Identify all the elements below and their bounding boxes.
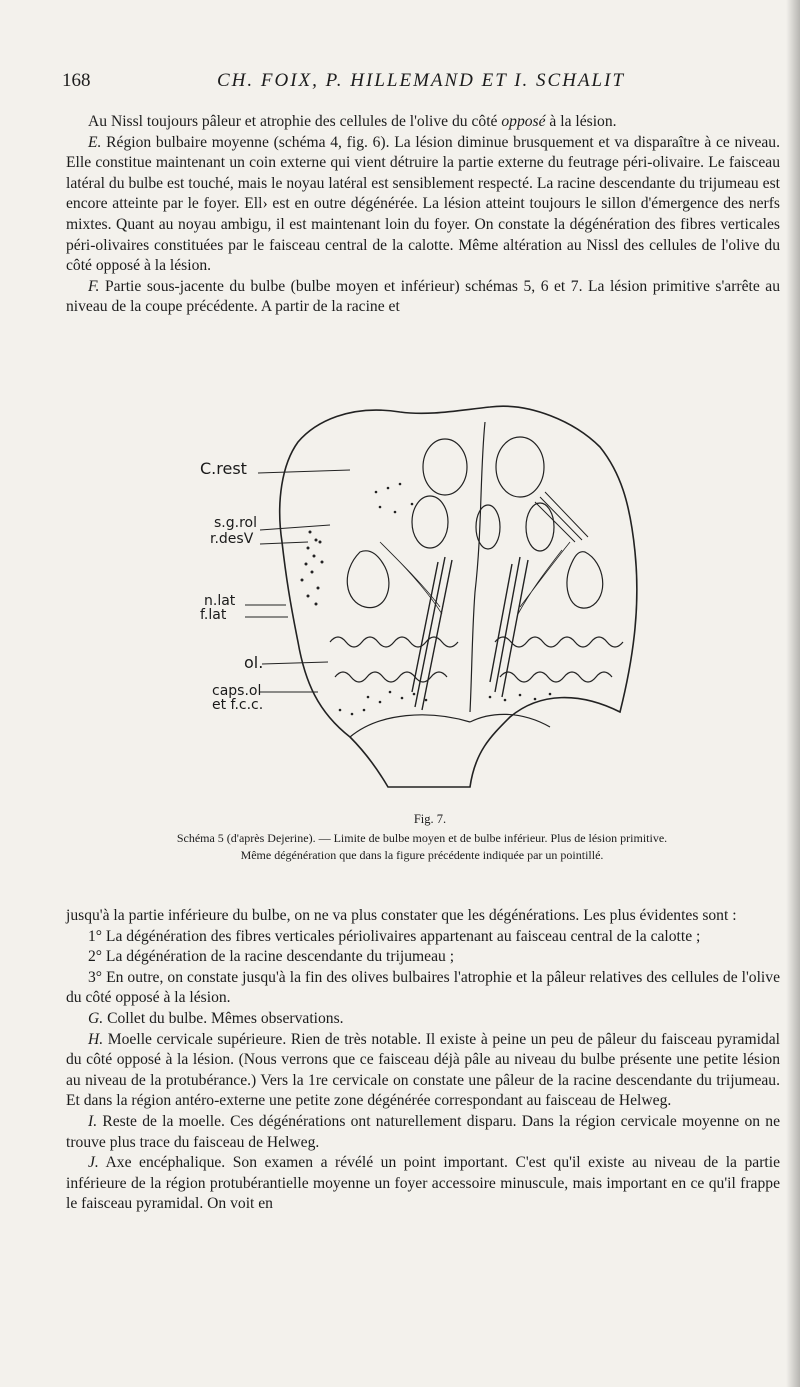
text-run: à la lésion. [545, 113, 617, 130]
figure-caption [64, 830, 780, 864]
section-letter: F. [88, 277, 100, 295]
emphasis: opposé [501, 113, 546, 130]
section-letter: I. [88, 1112, 98, 1130]
text-run: Au Nissl toujours pâleur et atrophie des cellules de l'olive du côté [88, 113, 502, 130]
paragraph: 2° La dégénération de la racine descendante du trijumeau ; [88, 948, 455, 966]
text-run: Collet du bulbe. Mêmes observations. [103, 1009, 344, 1027]
text-run: Moelle cervicale supérieure. Rien de très notable. Il existe à peine un peu de pâleur du faisceau pyramidal du côté opposé à la lésion. (Nous verrons que ce faisceau déjà pâle au niveau du bulbe présente une petite lésion au niveau de la protubérance.) Vers la 1re cervicale on constate une pâleur de la racine descendante du trijumeau. Et dans la région antéro-externe une petite zone dégénérée correspondant au faisceau de Helweg. [66, 1030, 780, 1110]
text-run: Axe encéphalique. Son examen a révélé un point important. C'est qu'il existe au niveau de la partie inférieure de la région protubérantielle moyenne un foyer accessoire minuscule, mais important en ce qu'il frappe le faisceau pyramidal. On voit en [66, 1154, 780, 1213]
page-number: 168 [62, 70, 91, 91]
section-letter: J. [88, 1154, 99, 1172]
paragraph [66, 1112, 780, 1153]
paragraph: 3° En outre, on constate jusqu'à la fin des olives bulbaires l'atrophie et la pâleur relatives des cellules de l'olive du côté opposé à la lésion. [66, 968, 780, 1007]
label-ol: ol. [244, 653, 264, 672]
paragraph: jusqu'à la partie inférieure du bulbe, on ne va plus constater que les dégénérations. Les plus évidentes sont : [66, 907, 737, 924]
label-n-lat: n.lat [204, 593, 236, 609]
paragraph: 1° La dégénération des fibres verticales périolivaires appartenant au faisceau central de la calotte ; [88, 927, 701, 945]
section-letter: G. [88, 1009, 104, 1027]
paragraph [66, 1153, 780, 1215]
caption-line: Même dégénération que dans la figure précédente indiquée par un pointillé. [240, 848, 604, 862]
text-run: Reste de la moelle. Ces dégénérations ont naturellement disparu. Dans la région cervicale moyenne on ne trouve plus trace du faisceau de Helweg. [66, 1112, 780, 1151]
running-head: CH. FOIX, P. HILLEMAND ET I. SCHALIT [216, 70, 626, 91]
section-letter: H. [88, 1030, 104, 1048]
paragraph [66, 277, 780, 318]
bottom-text-block [66, 906, 780, 1215]
medulla-schema-drawing [190, 392, 660, 792]
caption-line: Schéma 5 (d'après Dejerine). — Limite de bulbe moyen et de bulbe inférieur. Plus de lésion primitive. [176, 831, 668, 845]
label-et-fcc: et f.c.c. [212, 697, 264, 713]
figure-title: Fig. 7. [413, 812, 447, 826]
label-s-g-rol: s.g.rol [214, 515, 257, 531]
label-f-lat: f.lat [200, 607, 227, 623]
label-r-desv: r.desV [210, 531, 254, 547]
label-c-rest: C.rest [200, 459, 247, 478]
paragraph [66, 133, 780, 277]
page-header [62, 70, 780, 96]
paragraph [66, 112, 780, 133]
paragraph [66, 1009, 780, 1030]
section-letter: E. [88, 133, 102, 151]
paragraph [66, 1030, 780, 1112]
text-run: Partie sous-jacente du bulbe (bulbe moyen et inférieur) schémas 5, 6 et 7. La lésion primitive s'arrête au niveau de la coupe précédente. A partir de la racine et [66, 277, 780, 316]
text-run: Région bulbaire moyenne (schéma 4, fig. 6). La lésion diminue brusquement et va disparaître à ce niveau. Elle constitue maintenant un coin externe qui vient détruire la partie externe du feutrage péri-olivaire. Le faisceau latéral du bulbe est touché, mais le noyau latéral est sensiblement respecté. La racine descendante du trijumeau est encore atteinte par le foyer. Ell› est en outre dégénérée. La lésion atteint toujours le sillon d'émergence des nerfs mixtes. Quant au noyau ambigu, il est maintenant loin du foyer. On constate la dégénération des fibres verticales péri-olivaires constituées par le faisceau central de la calotte. Même altération au Nissl des cellules de l'olive du côté opposé à la lésion. [66, 133, 780, 275]
binding-shadow [786, 0, 800, 1387]
top-text-block [66, 112, 780, 318]
label-caps-ol: caps.ol [212, 683, 262, 699]
figure-7 [190, 392, 660, 792]
